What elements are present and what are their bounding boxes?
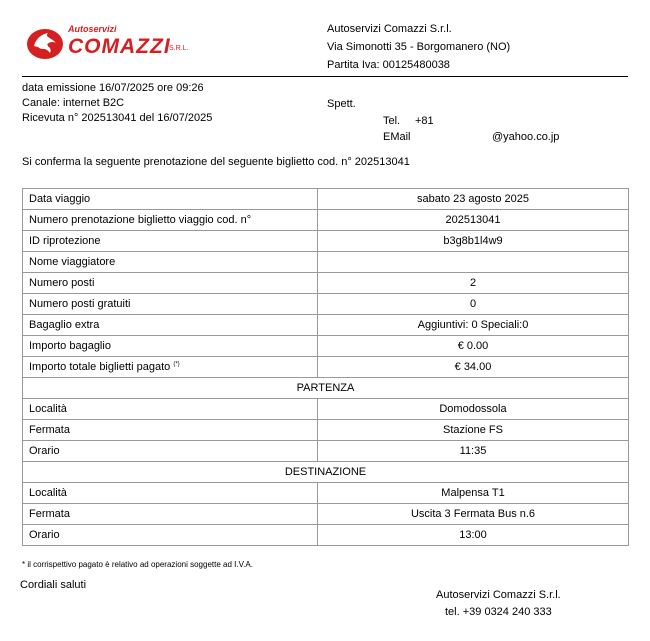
recipient-tel-value: +81 [415,115,434,127]
table-row [23,231,629,252]
row-value: Domodossola [318,399,629,420]
table-row [23,336,629,357]
recipient-email-value: @yahoo.co.jp [492,131,560,143]
confirmation-text: Si conferma la seguente prenotazione del seguente biglietto cod. n° 202513041 [22,156,410,168]
row-label: Località [23,483,318,504]
table-row [23,210,629,231]
row-label: Orario [23,525,318,546]
emission-date: data emissione 16/07/2025 ore 09:26 [22,82,204,94]
row-label: Numero prenotazione biglietto viaggio cod. n° [23,210,318,231]
row-label: Numero posti gratuiti [23,294,318,315]
row-value [318,252,629,273]
table-row [23,294,629,315]
row-label: Importo totale biglietti pagato [29,361,171,373]
row-label: Orario [23,441,318,462]
row-value: 0 [318,294,629,315]
footer-phone: tel. +39 0324 240 333 [445,606,552,618]
table-row [23,273,629,294]
row-value: € 34.00 [318,357,629,378]
table-row [23,483,629,504]
company-name: Autoservizi Comazzi S.r.l. [327,23,452,35]
flame-emblem-icon [26,24,64,62]
row-value: 13:00 [318,525,629,546]
row-value: Malpensa T1 [318,483,629,504]
row-value: 202513041 [318,210,629,231]
issue-info [22,81,212,126]
row-value: 11:35 [318,441,629,462]
logo-small-text: Autoservizi [68,24,117,34]
logo-brand-text: COMAZZI [68,35,171,58]
table-row [23,525,629,546]
recipient-salutation: Spett. [327,98,356,110]
row-value: € 0.00 [318,336,629,357]
company-logo [26,24,189,64]
header-divider [22,76,628,77]
row-label: Fermata [23,420,318,441]
receipt-number: Ricevuta n° 202513041 del 16/07/2025 [22,112,213,124]
company-address: Via Simonotti 35 - Borgomanero (NO) [327,41,511,53]
section-header-row [23,462,629,483]
row-value: Uscita 3 Fermata Bus n.6 [318,504,629,525]
row-label: Nome viaggiatore [23,252,318,273]
logo-srl-text: S.R.L. [169,45,189,52]
row-label: Numero posti [23,273,318,294]
row-label: Fermata [23,504,318,525]
footer-company: Autoservizi Comazzi S.r.l. [436,589,561,601]
section-header-row [23,378,629,399]
row-label: Località [23,399,318,420]
ticket-details-table [22,188,629,546]
table-row [23,357,629,378]
row-value: sabato 23 agosto 2025 [318,189,629,210]
table-row [23,504,629,525]
row-label: Bagaglio extra [23,315,318,336]
vat-footnote: * il corrispettivo pagato è relativo ad operazioni soggette ad I.V.A. [22,560,253,569]
table-row [23,189,629,210]
recipient-tel-label: Tel. [383,115,401,127]
row-value: Aggiuntivi: 0 Speciali:0 [318,315,629,336]
footnote-marker: (*) [173,361,180,368]
sales-channel: Canale: internet B2C [22,97,125,109]
row-label: ID riprotezione [23,231,318,252]
table-row [23,399,629,420]
closing-greeting: Cordiali saluti [20,579,87,591]
company-header [327,20,510,74]
destination-title: DESTINAZIONE [23,462,629,483]
table-row [23,315,629,336]
departure-title: PARTENZA [23,378,629,399]
company-vat: Partita Iva: 00125480038 [327,59,450,71]
table-row [23,441,629,462]
row-label: Data viaggio [23,189,318,210]
row-value: b3g8b1l4w9 [318,231,629,252]
recipient-email-label: EMail [383,131,411,143]
table-row [23,420,629,441]
row-value: 2 [318,273,629,294]
row-value: Stazione FS [318,420,629,441]
row-label: Importo bagaglio [23,336,318,357]
table-row [23,252,629,273]
row-label-cell [23,357,318,378]
